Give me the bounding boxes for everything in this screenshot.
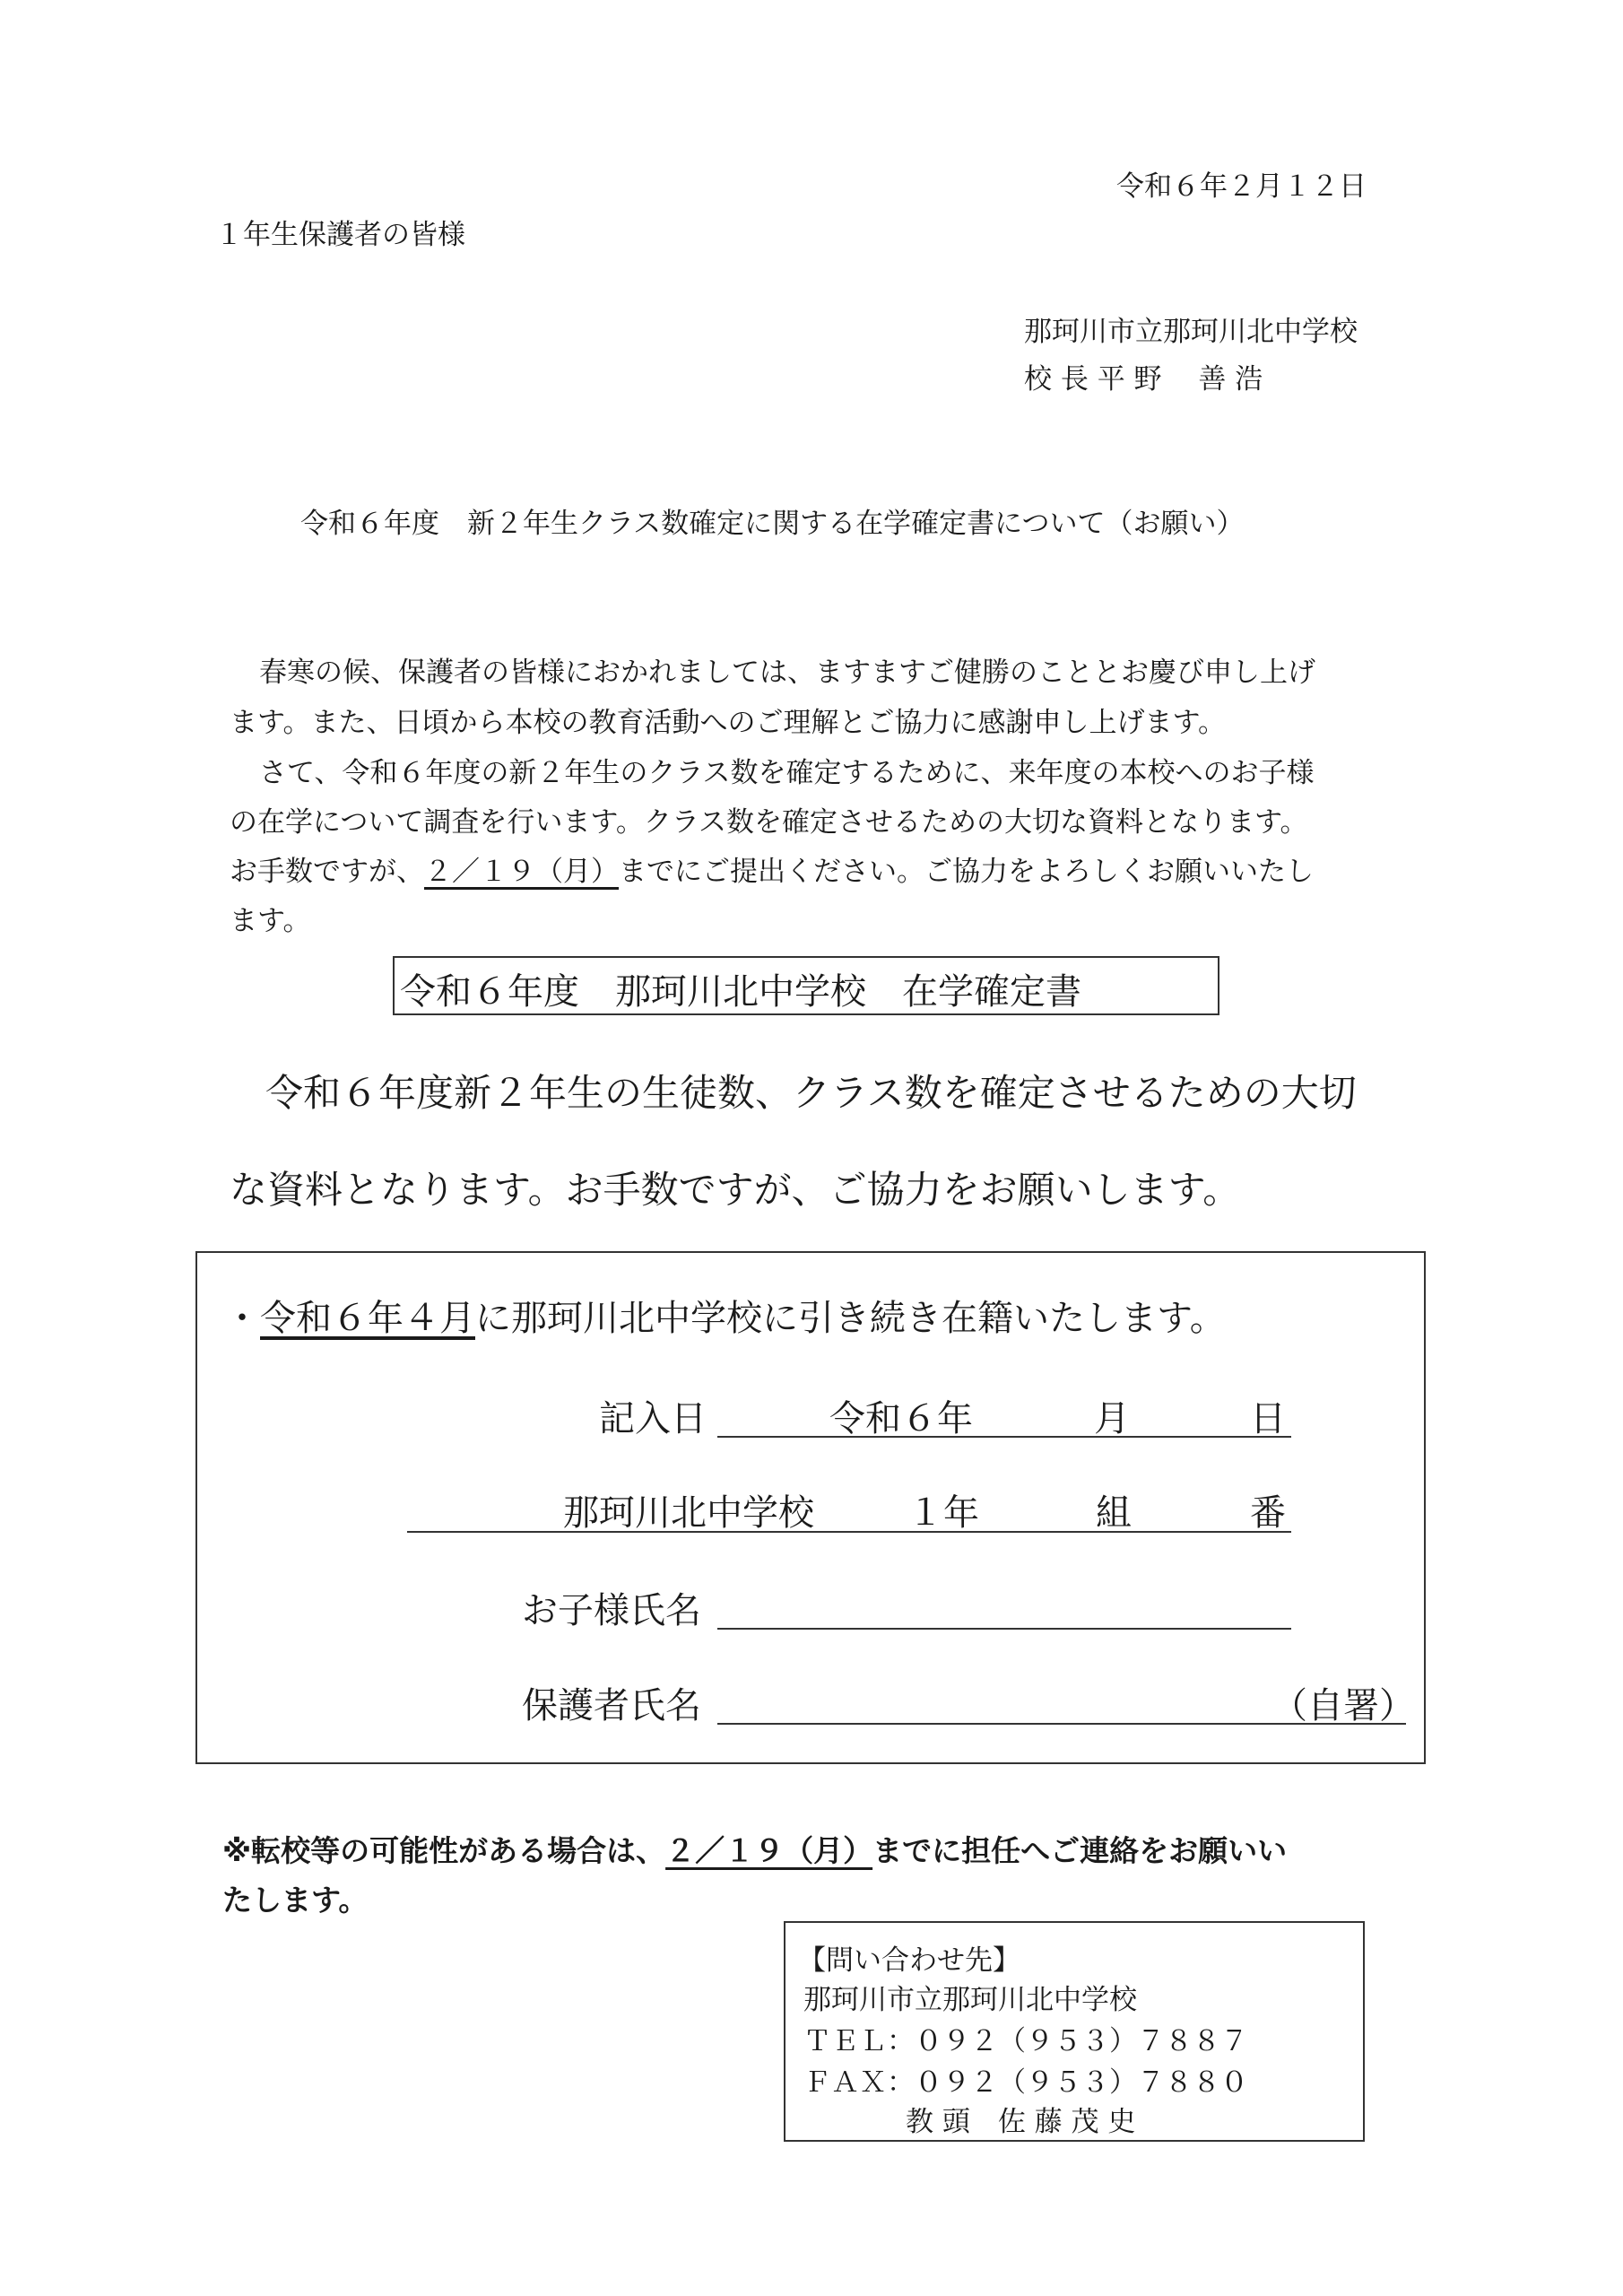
statement-date: 令和６年４月 (260, 1298, 475, 1339)
body-line-2: ます。また、日頃から本校の教育活動へのご理解とご協力に感謝申し上げます。 (230, 707, 1227, 739)
transfer-note-deadline: ２／１９（月） (665, 1833, 873, 1868)
transfer-note-after: までに担任へご連絡をお願いい (872, 1833, 1288, 1868)
number-label: 番 (1250, 1492, 1286, 1534)
entry-date-day: 日 (1250, 1398, 1286, 1439)
contact-fax: ＦＡＸ：０９２（９５３）７８８０ (803, 2066, 1248, 2099)
entry-date-era: 令和６年 (829, 1398, 973, 1439)
body-line-4: の在学について調査を行います。クラス数を確定させるための大切な資料となります。 (230, 806, 1308, 839)
contact-tel: ＴＥＬ：０９２（９５３）７８８７ (803, 2025, 1248, 2057)
transfer-note-line-2: たします。 (222, 1883, 369, 1918)
body-line-5 (230, 848, 1314, 889)
statement-text: に那珂川北中学校に引き続き在籍いたします。 (475, 1298, 1226, 1339)
contact-heading: 【問い合わせ先】 (798, 1944, 1020, 1977)
sender-school: 那珂川市立那珂川北中学校 (1024, 316, 1358, 348)
transfer-note-line-1 (222, 1828, 1287, 1870)
form-intro-line-1: 令和６年度新２年生の生徒数、クラス数を確定させるための大切 (265, 1071, 1357, 1115)
body-line-6: ます。 (230, 905, 311, 937)
subject-line: 令和６年度 新２年生クラス数確定に関する在学確定書について（お願い） (300, 508, 1245, 540)
child-name-label: お子様氏名 (522, 1590, 701, 1631)
enrollment-statement (224, 1290, 1226, 1341)
sender-principal: 校 長 平 野 善 浩 (1024, 363, 1263, 396)
signature-note: （自署） (1271, 1685, 1415, 1726)
body-line-5-after: までにご提出ください。ご協力をよろしくお願いいたし (619, 856, 1314, 888)
statement-bullet: ・ (224, 1298, 260, 1339)
form-intro-line-2: な資料となります。お手数ですが、ご協力をお願いします。 (230, 1168, 1241, 1212)
entry-date-month: 月 (1094, 1398, 1130, 1439)
contact-person: 教 頭 佐 藤 茂 史 (906, 2106, 1136, 2138)
child-name-field[interactable] (717, 1628, 1291, 1630)
body-line-3: さて、令和６年度の新２年生のクラス数を確定するために、来年度の本校へのお子様 (259, 757, 1315, 789)
body-line-1: 春寒の候、保護者の皆様におかれましては、ますますご健勝のこととお慶び申し上げ (259, 657, 1315, 689)
grade-label: １年 (907, 1492, 979, 1534)
transfer-note-before: ※転校等の可能性がある場合は、 (222, 1833, 666, 1868)
submission-deadline: ２／１９（月） (424, 856, 619, 888)
recipient: １年生保護者の皆様 (215, 219, 465, 251)
document-date: 令和６年２月１２日 (1116, 170, 1367, 203)
guardian-name-field[interactable] (717, 1723, 1406, 1725)
class-label: 組 (1096, 1492, 1132, 1534)
guardian-name-label: 保護者氏名 (522, 1685, 701, 1726)
body-line-5-before: お手数ですが、 (230, 856, 424, 888)
entry-date-field[interactable] (717, 1436, 1291, 1438)
contact-school: 那珂川市立那珂川北中学校 (803, 1984, 1137, 2016)
school-name: 那珂川北中学校 (563, 1492, 814, 1534)
form-title: 令和６年度 那珂川北中学校 在学確定書 (400, 971, 1081, 1013)
class-number-field[interactable] (407, 1531, 1291, 1533)
entry-date-label: 記入日 (599, 1398, 707, 1439)
